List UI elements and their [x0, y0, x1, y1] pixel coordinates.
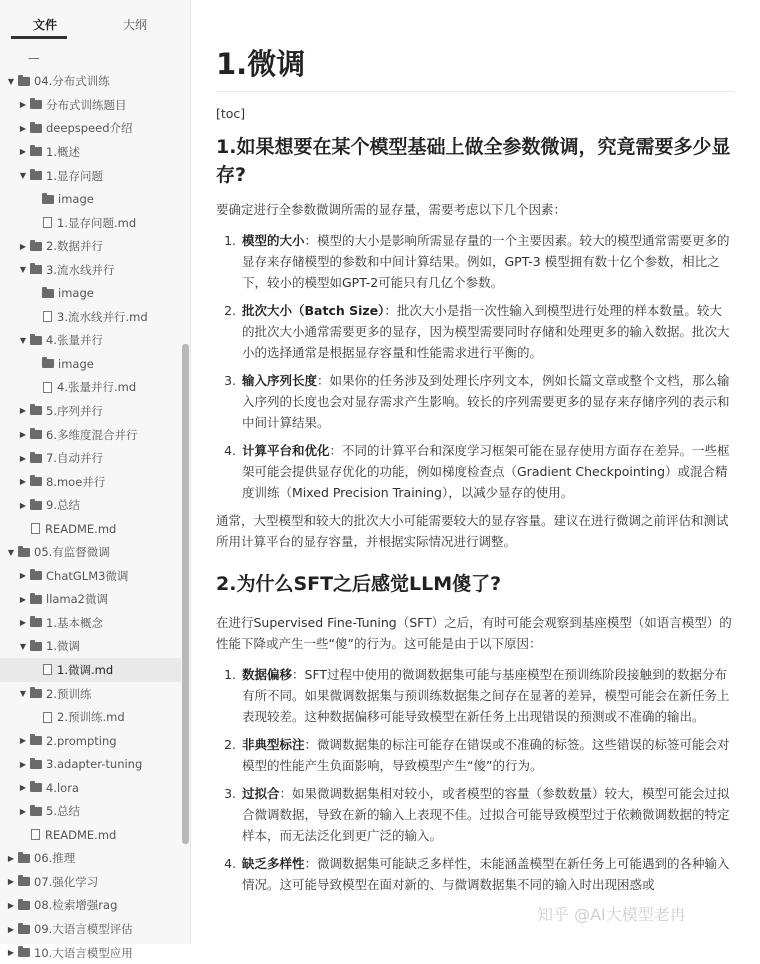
list-item-term: 数据偏移 — [242, 667, 293, 682]
tree-item-label: 1.概述 — [46, 144, 80, 159]
tree-folder-item[interactable] — [0, 682, 181, 706]
chevron-right-icon[interactable]: ▶ — [19, 571, 27, 581]
chevron-right-icon[interactable]: ▶ — [19, 430, 27, 440]
folder-icon — [30, 736, 42, 745]
chevron-right-icon[interactable]: ▶ — [19, 806, 27, 816]
chevron-right-icon[interactable]: ▶ — [19, 123, 27, 133]
file-tree — [0, 46, 181, 964]
tree-item-label: 3.流水线并行.md — [57, 309, 148, 324]
chevron-right-icon[interactable]: ▶ — [19, 759, 27, 769]
tree-folder-item[interactable] — [0, 847, 181, 871]
tree-item-label: 1.微调.md — [57, 662, 114, 677]
tree-item-label: image — [58, 356, 94, 371]
chevron-down-icon[interactable]: ▼ — [19, 265, 27, 275]
chevron-down-icon[interactable]: ▼ — [19, 641, 27, 651]
chevron-right-icon[interactable]: ▶ — [19, 406, 27, 416]
tree-item-label: 6.多维度混合并行 — [46, 427, 138, 442]
tree-item-label: 分布式训练题目 — [46, 97, 127, 112]
list-item — [240, 664, 734, 727]
list-item-text: ：微调数据集可能缺乏多样性，未能涵盖模型在新任务上可能遇到的各种输入情况。这可能导致模型在面对新的、与微调数据集不同的输入时出现困惑或 — [242, 856, 730, 892]
folder-icon — [30, 501, 42, 510]
tree-file-item[interactable] — [0, 376, 181, 400]
list-item-term: 批次大小（Batch Size） — [242, 303, 385, 318]
tree-item-label: 1.微调 — [46, 639, 80, 654]
tree-item-label: 06.推理 — [34, 851, 76, 866]
tree-folder-item[interactable] — [0, 117, 181, 141]
chevron-right-icon[interactable]: ▶ — [7, 924, 15, 934]
folder-icon — [30, 595, 42, 604]
folder-icon — [30, 807, 42, 816]
section-heading-1: 1.如果想要在某个模型基础上做全参数微调，究竟需要多少显存? — [216, 136, 731, 186]
tree-file-item[interactable] — [0, 823, 181, 847]
folder-icon — [18, 854, 30, 863]
folder-icon — [42, 289, 54, 298]
tree-item-label: ChatGLM3微调 — [46, 568, 129, 583]
folder-icon — [18, 877, 30, 886]
tree-folder-item[interactable] — [0, 399, 181, 423]
tree-item-label: 7.自动并行 — [46, 451, 103, 466]
tree-folder-item[interactable] — [0, 752, 181, 776]
list-item — [240, 783, 734, 846]
chevron-right-icon[interactable]: ▶ — [19, 100, 27, 110]
tree-folder-item[interactable] — [0, 258, 181, 282]
tree-folder-item[interactable] — [0, 493, 181, 517]
folder-icon — [18, 948, 30, 957]
tree-folder-item[interactable] — [0, 870, 181, 894]
chevron-down-icon[interactable]: ▼ — [19, 689, 27, 699]
tree-file-item[interactable] — [0, 211, 181, 235]
folder-icon — [30, 171, 42, 180]
list-item — [240, 853, 734, 895]
chevron-right-icon[interactable]: ▶ — [19, 147, 27, 157]
chevron-down-icon[interactable]: ▼ — [19, 171, 27, 180]
chevron-right-icon[interactable]: ▶ — [19, 736, 27, 746]
tree-item-label: 4.张量并行 — [46, 333, 103, 348]
tree-folder-item[interactable] — [0, 917, 181, 941]
folder-icon — [30, 760, 42, 769]
chevron-right-icon[interactable]: ▶ — [7, 948, 15, 958]
tree-folder-item[interactable] — [0, 588, 181, 612]
folder-icon — [42, 359, 54, 368]
list-item-term: 过拟合 — [242, 786, 280, 801]
tree-item-label: 10.大语言模型应用 — [34, 945, 133, 960]
tree-item-label: 3.流水线并行 — [46, 262, 115, 277]
list-item-term: 计算平台和优化 — [242, 443, 330, 458]
folder-icon — [30, 454, 42, 463]
tree-folder-item[interactable] — [0, 70, 181, 94]
tree-folder-item[interactable] — [0, 446, 181, 470]
folder-icon — [18, 901, 30, 910]
folder-icon — [42, 195, 54, 204]
tree-folder-item[interactable] — [0, 140, 181, 164]
list-item — [240, 370, 734, 433]
list-item-text: ：如果你的任务涉及到处理长序列文本，例如长篇文章或整个文档，那么输入序列的长度也会对显存需求产生影响。较长的序列需要更多的显存来存储序列的表示和中间计算结果。 — [242, 373, 730, 430]
list-item — [240, 734, 734, 776]
tree-folder-item[interactable] — [0, 635, 181, 659]
folder-icon — [30, 265, 42, 274]
sidebar-tabs — [0, 0, 190, 46]
folder-icon — [30, 477, 42, 486]
folder-icon — [30, 336, 42, 345]
tree-item-label: 9.总结 — [46, 498, 80, 513]
tree-folder-item[interactable] — [0, 187, 181, 211]
folder-icon — [30, 571, 42, 580]
tree-folder-item[interactable] — [0, 564, 181, 588]
tree-item-label: README.md — [45, 827, 117, 842]
folder-icon — [30, 618, 42, 627]
tree-folder-item[interactable] — [0, 540, 181, 564]
tree-file-item[interactable] — [0, 305, 181, 329]
section-heading-2: 2.为什么SFT之后感觉LLM傻了? — [216, 573, 502, 595]
tree-item-label: 1.显存问题 — [46, 168, 103, 183]
chevron-right-icon[interactable]: ▶ — [19, 783, 27, 793]
tree-item-label: 5.序列并行 — [46, 403, 103, 418]
toc-marker: [toc] — [216, 106, 246, 121]
folder-icon — [18, 925, 30, 934]
chevron-down-icon[interactable]: ▼ — [7, 76, 15, 86]
page-title: 1.微调 — [216, 42, 734, 92]
chevron-right-icon[interactable]: ▶ — [19, 594, 27, 604]
tree-item-label: README.md — [45, 521, 117, 536]
tree-folder-item[interactable] — [0, 93, 181, 117]
folder-icon — [30, 783, 42, 792]
tree-item-label: 05.有监督微调 — [34, 545, 110, 560]
tree-folder-item[interactable] — [0, 470, 181, 494]
file-icon — [43, 712, 52, 723]
file-icon — [31, 523, 40, 534]
tree-item-label: deepspeed介绍 — [46, 121, 133, 136]
list-item-term: 非典型标注 — [242, 737, 305, 752]
tree-item-label: 04.分布式训练 — [34, 74, 110, 89]
tree-folder-item[interactable] — [0, 234, 181, 258]
chevron-right-icon[interactable]: ▶ — [7, 900, 15, 910]
tree-file-item[interactable] — [0, 517, 181, 541]
active-tab-indicator — [11, 36, 67, 39]
folder-icon — [18, 548, 30, 557]
tree-item-label: — — [28, 50, 40, 65]
tree-item-label: 2.预训练 — [46, 686, 92, 701]
paragraph-sft-intro: 在进行Supervised Fine-Tuning（SFT）之后，有时可能会观察到基座模型（如语言模型）的性能下降或产生一些“傻”的行为。这可能是由于以下原因： — [216, 615, 732, 651]
folder-icon — [30, 100, 42, 109]
chevron-right-icon[interactable]: ▶ — [19, 618, 27, 628]
list-item-text: ：如果微调数据集相对较小，或者模型的容量（参数数量）较大，模型可能会过拟合微调数据，导致在新的输入上表现不佳。过拟合可能导致模型过于依赖微调数据的特定样本，而无法泛化到更广泛的输入。 — [242, 786, 730, 843]
list-item-text: ：SFT过程中使用的微调数据集可能与基座模型在预训练阶段接触到的数据分布有所不同。如果微调数据集与预训练数据集之间存在显著的差异，模型可能会在新任务上表现较差。这种数据偏移可能导致模型在新任务上出现错误的预测或不准确的输出。 — [242, 667, 730, 724]
tree-folder-item[interactable] — [0, 894, 181, 918]
file-icon — [43, 382, 52, 393]
folder-icon — [30, 689, 42, 698]
chevron-down-icon[interactable]: ▼ — [7, 547, 15, 557]
chevron-right-icon[interactable]: ▶ — [19, 241, 27, 251]
tree-folder-item[interactable] — [0, 611, 181, 635]
tree-item-label: llama2微调 — [46, 592, 109, 607]
list-item-term: 输入序列长度 — [242, 373, 318, 388]
list-item-text: ：不同的计算平台和深度学习框架可能在显存使用方面存在差异。一些框架可能会提供显存优化的功能，例如梯度检查点（Gradient Checkpointing）或混合精度训练（Mixed Precision Training），以减少显存的使用。 — [242, 443, 730, 500]
tree-item-label: 1.显存问题.md — [57, 215, 137, 230]
tree-item-label: 1.基本概念 — [46, 615, 103, 630]
tree-item-label: 8.moe并行 — [46, 474, 106, 489]
folder-icon — [30, 242, 42, 251]
tree-item-label: 08.检索增强rag — [34, 898, 118, 913]
folder-icon — [18, 77, 30, 86]
folder-icon — [30, 430, 42, 439]
folder-icon — [30, 406, 42, 415]
watermark: 知乎 @AI大模型老冉 — [537, 905, 686, 924]
reason-list — [240, 664, 734, 895]
tree-folder-item[interactable] — [0, 729, 181, 753]
list-item-text: ：微调数据集的标注可能存在错误或不准确的标签。这些错误的标签可能会对模型的性能产生负面影响，导致模型产生“傻”的行为。 — [242, 737, 730, 773]
tree-item-label: 2.prompting — [46, 733, 117, 748]
file-icon — [43, 217, 52, 228]
tree-item-label: 2.预训练.md — [57, 710, 125, 725]
chevron-right-icon[interactable]: ▶ — [19, 500, 27, 510]
sidebar-scrollbar[interactable] — [182, 344, 189, 844]
tab-files[interactable]: 文件 — [33, 18, 58, 32]
paragraph-summary: 通常，大型模型和较大的批次大小可能需要较大的显存容量。建议在进行微调之前评估和测试所用计算平台的显存容量，并根据实际情况进行调整。 — [216, 513, 729, 549]
file-icon — [31, 829, 40, 840]
tree-item-label: 09.大语言模型评估 — [34, 922, 133, 936]
tree-item-label: 3.adapter-tuning — [46, 757, 143, 772]
list-item-text: ：批次大小是指一次性输入到模型进行处理的样本数量。较大的批次大小通常需要更多的显存，因为模型需要同时存储和处理更多的输入数据。批次大小的选择通常是根据显存容量和性能需求进行平衡的。 — [242, 303, 730, 360]
paragraph-intro: 要确定进行全参数微调所需的显存量，需要考虑以下几个因素： — [216, 202, 567, 217]
tree-folder-item[interactable] — [0, 164, 181, 188]
list-item — [240, 230, 734, 293]
tree-item-label: 4.张量并行.md — [57, 380, 137, 395]
tree-item-label: 2.数据并行 — [46, 239, 103, 254]
tree-file-item[interactable] — [0, 658, 181, 682]
folder-icon — [30, 642, 42, 651]
chevron-right-icon[interactable]: ▶ — [19, 453, 27, 463]
list-item-term: 缺乏多样性 — [242, 856, 305, 871]
list-item-text: ：模型的大小是影响所需显存量的一个主要因素。较大的模型通常需要更多的显存来存储模型的参数和中间计算结果。例如，GPT-3 模型拥有数十亿个参数，相比之下，较小的模型如GPT-2可能只有几亿个参数。 — [242, 233, 730, 290]
tree-folder-item[interactable] — [0, 352, 181, 376]
tree-item-label: 4.lora — [46, 780, 79, 795]
document-editor[interactable] — [191, 0, 760, 944]
file-icon — [43, 664, 52, 675]
tree-item-label: 5.总结 — [46, 804, 80, 819]
list-item — [240, 440, 734, 503]
tree-file-item[interactable] — [0, 705, 181, 729]
tree-folder-item[interactable] — [0, 423, 181, 447]
tree-folder-item[interactable] — [0, 941, 181, 964]
tree-folder-item[interactable] — [0, 46, 181, 70]
tree-item-label: image — [58, 192, 94, 207]
tree-item-label: image — [58, 286, 94, 301]
tree-folder-item[interactable] — [0, 776, 181, 800]
list-item — [240, 300, 734, 363]
tree-item-label: 07.强化学习 — [34, 874, 99, 889]
tree-folder-item[interactable] — [0, 329, 181, 353]
chevron-right-icon[interactable]: ▶ — [7, 877, 15, 887]
chevron-down-icon[interactable]: ▼ — [19, 335, 27, 345]
factor-list — [240, 230, 734, 503]
tab-outline[interactable]: 大纲 — [123, 18, 148, 32]
chevron-right-icon[interactable]: ▶ — [19, 477, 27, 487]
tree-folder-item[interactable] — [0, 800, 181, 824]
folder-icon — [30, 147, 42, 156]
file-icon — [43, 311, 52, 322]
file-sidebar — [0, 0, 191, 960]
chevron-right-icon[interactable]: ▶ — [7, 853, 15, 863]
list-item-term: 模型的大小 — [242, 233, 305, 248]
tree-folder-item[interactable] — [0, 281, 181, 305]
folder-icon — [30, 124, 42, 133]
